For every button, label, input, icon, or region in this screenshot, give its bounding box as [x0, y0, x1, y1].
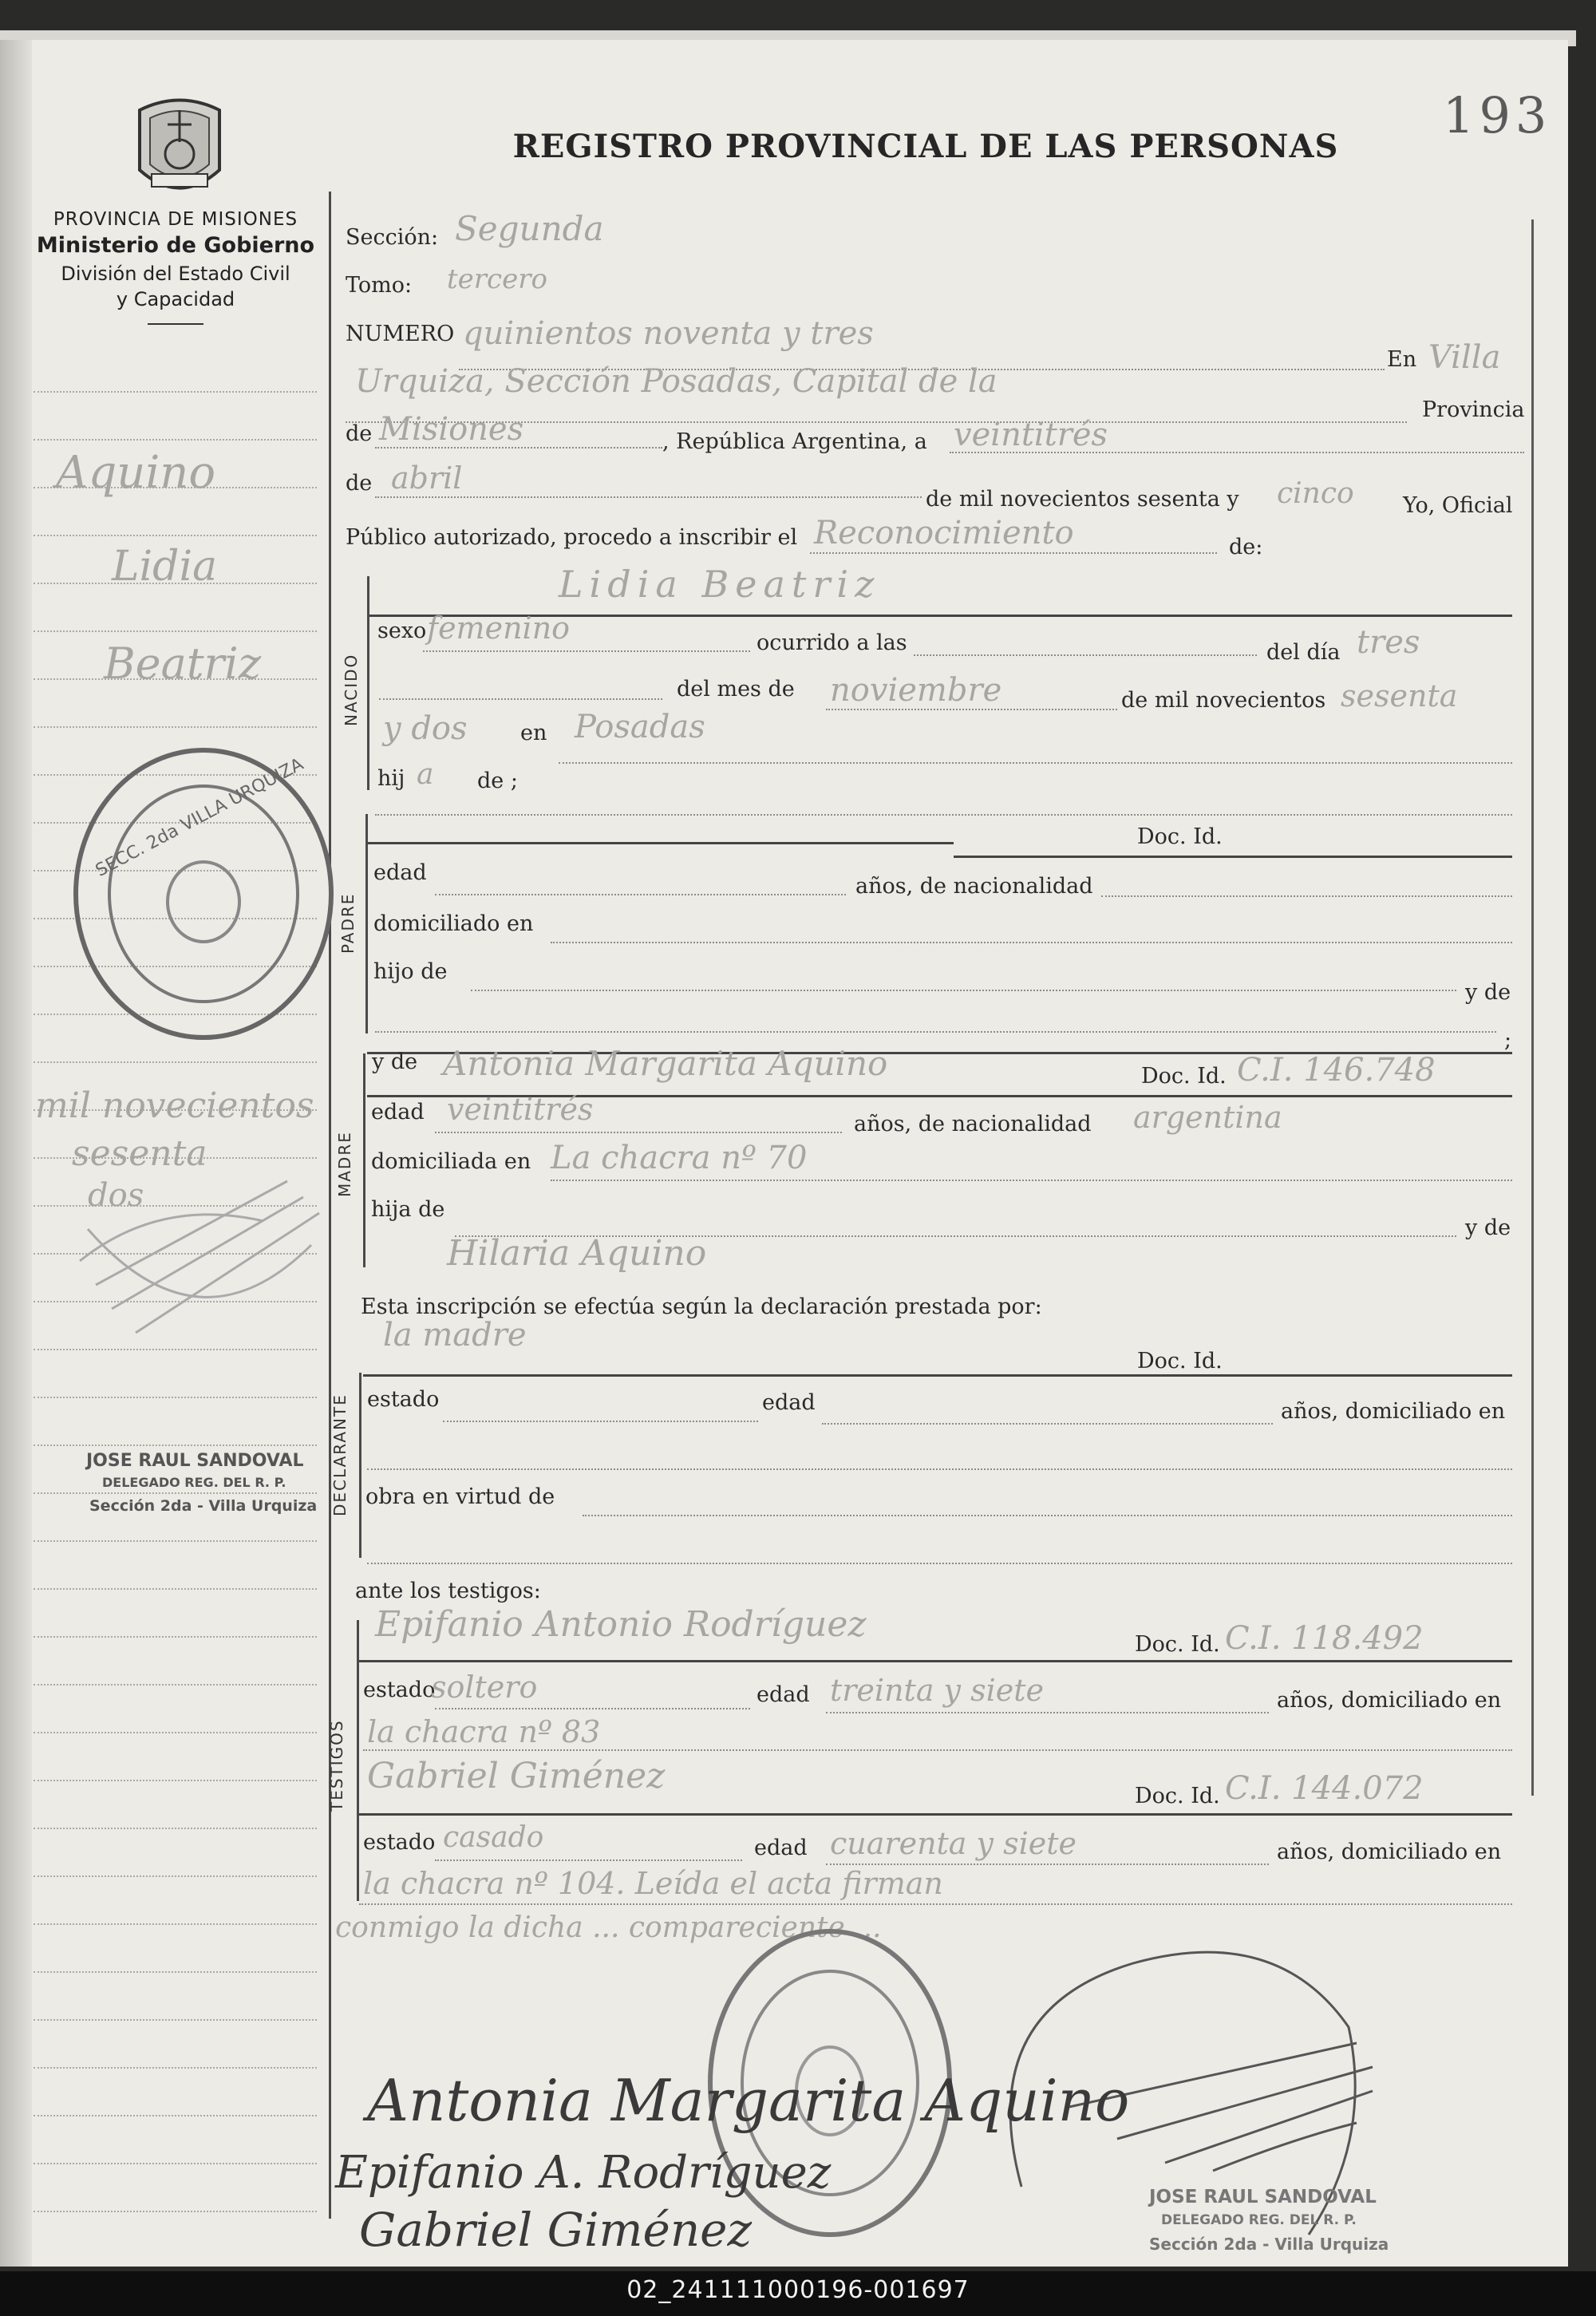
label-madre-nacionalidad: años, de nacionalidad	[854, 1112, 1092, 1136]
rule-declarante-edad	[822, 1423, 1273, 1425]
label-t1-doc: Doc. Id.	[1135, 1632, 1220, 1657]
label-mil-novecientos: de mil novecientos	[1121, 688, 1326, 713]
label-declarante-edad: edad	[762, 1390, 816, 1415]
issuer-block	[24, 209, 327, 325]
rule-obra-en-virtud	[583, 1515, 1512, 1516]
label-declarante-estado: estado	[367, 1387, 440, 1412]
value-seccion: Segunda	[455, 209, 604, 248]
rule-padre-domicilio	[551, 942, 1512, 943]
rule-mes	[375, 496, 922, 498]
label-esta-inscripcion: Esta inscripción se efectúa según la declaración prestada por:	[361, 1294, 1042, 1319]
rule-t1-estado	[435, 1708, 750, 1709]
label-t1-domicilio: años, domiciliado en	[1277, 1688, 1502, 1713]
label-de-colon: de:	[1229, 535, 1263, 559]
rule-t2-name	[359, 1813, 1512, 1816]
label-padre-edad: edad	[373, 860, 427, 885]
margin-rule	[34, 1588, 317, 1590]
label-madre-domicilio: domiciliada en	[371, 1149, 531, 1174]
rule-declarante-top	[363, 1374, 1512, 1377]
margin-rule	[34, 1636, 317, 1638]
rule-ocurrido	[914, 654, 1257, 656]
division-name: División del Estado Civil	[61, 263, 290, 285]
rule-padre-y-de	[375, 1031, 1496, 1033]
label-t2-edad: edad	[754, 1836, 808, 1860]
label-numero: NUMERO	[346, 322, 455, 346]
rule-padre-nacionalidad	[1101, 895, 1512, 897]
value-acto: Reconocimiento	[814, 515, 1074, 551]
label-madre-y-de: y de	[372, 1049, 418, 1074]
margin-note-2: Lidia	[112, 543, 218, 591]
rule-t2-domicilio	[359, 1903, 1512, 1905]
value-madre-hija-de: Hilaria Aquino	[447, 1233, 707, 1274]
label-declarante-domicilio: años, domiciliado en	[1281, 1399, 1506, 1424]
margin-note-6: dos	[88, 1177, 144, 1214]
left-registry-stamp	[64, 742, 343, 1045]
value-lugar: Posadas	[575, 709, 705, 745]
value-sexo: femenino	[427, 611, 571, 646]
section-padre-bar	[365, 814, 368, 1034]
label-padre-doc: Doc. Id.	[1137, 824, 1223, 849]
value-anio: cinco	[1277, 477, 1354, 510]
value-t2-nombre: Gabriel Giménez	[367, 1756, 666, 1796]
label-obra-en-virtud: obra en virtud de	[365, 1484, 555, 1509]
rule-padre-edad	[435, 894, 846, 895]
label-provincia: Provincia	[1422, 397, 1525, 422]
label-ocurrido: ocurrido a las	[757, 630, 907, 655]
label-padre-domicilio: domiciliado en	[373, 911, 534, 936]
label-madre-doc: Doc. Id.	[1141, 1064, 1227, 1089]
margin-note-4: mil novecientos	[35, 1085, 314, 1126]
value-numero: quinientos noventa y tres	[463, 315, 874, 352]
value-provincia: Misiones	[379, 411, 524, 448]
binder-edge	[0, 40, 32, 2267]
label-publico: Público autorizado, procedo a inscribir el	[346, 525, 798, 550]
margin-rule	[34, 2115, 317, 2116]
value-madre-domicilio: La chacra nº 70	[551, 1140, 808, 1176]
left-signature-scribble	[64, 1149, 335, 1389]
stamp-inner-text: SECC. 2da VILLA URQUIZA	[92, 754, 307, 881]
section-declarante-bar	[359, 1373, 361, 1558]
label-t2-doc: Doc. Id.	[1135, 1784, 1220, 1808]
value-t1-edad: treinta y siete	[830, 1673, 1045, 1708]
label-padre-nacionalidad: años, de nacionalidad	[855, 874, 1093, 899]
label-del-mes: del mes de	[677, 677, 795, 702]
ministry-name: Ministerio de Gobierno	[36, 233, 315, 258]
margin-rule	[34, 726, 317, 728]
margin-rule	[34, 2211, 317, 2212]
rule-declarante-end	[367, 1563, 1512, 1564]
margin-rule	[34, 1828, 317, 1829]
left-delegate-section: Sección 2da - Villa Urquiza	[89, 1497, 318, 1515]
value-madre-nombre: Antonia Margarita Aquino	[443, 1044, 888, 1083]
rule-madre-domicilio	[551, 1180, 1512, 1181]
value-place: Urquiza, Sección Posadas, Capital de la	[355, 363, 998, 400]
rule-madre-edad	[435, 1132, 842, 1133]
left-delegate-role: DELEGADO REG. DEL R. P.	[102, 1475, 286, 1490]
margin-rule	[34, 1732, 317, 1733]
value-nombre: Lidia Beatriz	[559, 563, 881, 606]
page-number: 193	[1443, 86, 1552, 144]
rule-declarante-estado	[443, 1421, 758, 1422]
label-t2-estado: estado	[363, 1830, 436, 1855]
margin-rule	[34, 1445, 317, 1446]
margin-rule	[34, 391, 317, 393]
value-hij-suffix: a	[417, 758, 434, 791]
margin-rule	[34, 2067, 317, 2069]
margin-rule	[34, 1780, 317, 1781]
value-anio-nac-2: y dos	[383, 710, 468, 747]
label-madre-y-de-2: y de	[1465, 1215, 1511, 1240]
section-madre-bar	[363, 1053, 365, 1267]
rule-t2-estado	[435, 1860, 742, 1861]
value-en: Villa	[1428, 339, 1501, 376]
margin-rule	[34, 1540, 317, 1542]
value-t2-estado: casado	[443, 1821, 544, 1854]
margin-note-5: sesenta	[72, 1133, 207, 1174]
value-t2-edad: cuarenta y siete	[830, 1826, 1077, 1861]
rule-padre-hijo	[471, 990, 1456, 991]
label-mil-novecientos-sesenta: de mil novecientos sesenta y	[926, 487, 1239, 512]
label-t2-domicilio: años, domiciliado en	[1277, 1840, 1502, 1864]
value-tomo: tercero	[447, 263, 547, 295]
section-nacido-bar	[367, 576, 369, 790]
margin-rule	[34, 1971, 317, 1973]
label-t1-edad: edad	[757, 1682, 810, 1707]
section-label-madre: MADRE	[335, 1131, 354, 1197]
value-t2-doc: C.I. 144.072	[1225, 1770, 1424, 1807]
value-mes: abril	[391, 460, 463, 496]
margin-rule	[34, 1684, 317, 1686]
label-de: de	[346, 421, 373, 446]
rule-declarante-domicilio	[367, 1468, 1512, 1470]
bottom-delegate-role: DELEGADO REG. DEL R. P.	[1161, 2212, 1357, 2228]
margin-rule	[34, 1397, 317, 1398]
label-yo-oficial: Yo, Oficial	[1403, 493, 1513, 518]
value-madre-edad: veintitrés	[447, 1092, 594, 1127]
signature-mother: Antonia Margarita Aquino	[367, 2067, 1130, 2134]
section-label-declarante: DECLARANTE	[330, 1393, 350, 1516]
signature-witness-2: Gabriel Giménez	[359, 2203, 753, 2257]
rule-t2-edad	[826, 1863, 1269, 1865]
rule-padre-doc	[954, 856, 1512, 858]
value-del-dia: tres	[1357, 624, 1420, 661]
label-madre-edad: edad	[371, 1100, 425, 1124]
section-label-nacido: NACIDO	[342, 653, 361, 726]
label-sexo: sexo	[377, 619, 427, 643]
value-anio-nac: sesenta	[1341, 678, 1458, 713]
rule-t1-edad	[826, 1712, 1269, 1713]
label-madre-hija: hija de	[371, 1197, 445, 1222]
rule-hij	[375, 814, 1512, 816]
value-mes-nac: noviembre	[830, 672, 1002, 709]
value-madre-nacionalidad: argentina	[1133, 1100, 1282, 1135]
section-label-testigos: TESTIGOS	[327, 1719, 346, 1812]
label-ante-testigos: ante los testigos:	[355, 1579, 541, 1603]
rule-acto	[810, 552, 1217, 554]
label-t1-estado: estado	[363, 1678, 436, 1702]
signature-witness-1: Epifanio A. Rodríguez	[335, 2147, 832, 2199]
value-t1-nombre: Epifanio Antonio Rodríguez	[375, 1604, 867, 1645]
margin-rule	[34, 1492, 317, 1494]
margin-rule	[34, 2163, 317, 2164]
document-title: REGISTRO PROVINCIAL DE LAS PERSONAS	[512, 128, 1339, 165]
label-de-2: de	[346, 471, 373, 496]
rule-t1-name	[359, 1660, 1512, 1662]
label-del-dia: del día	[1266, 640, 1341, 665]
value-t2-domicilio: la chacra nº 104. Leída el acta firman	[363, 1866, 943, 1901]
left-delegate-name: JOSE RAUL SANDOVAL	[86, 1451, 304, 1471]
value-t1-doc: C.I. 118.492	[1225, 1620, 1424, 1657]
label-padre-hijo: hijo de	[373, 959, 448, 984]
margin-rule	[34, 439, 317, 441]
label-padre-y-de: y de	[1465, 980, 1511, 1005]
margin-rule	[34, 2019, 317, 2021]
label-padre-semicolon: ;	[1504, 1028, 1512, 1053]
bottom-delegate-name: JOSE RAUL SANDOVAL	[1149, 2187, 1377, 2207]
rule-lugar	[559, 762, 1512, 764]
right-border	[1531, 219, 1534, 1796]
margin-rule	[34, 535, 317, 536]
margin-note-3: Beatriz	[104, 638, 262, 689]
rule-padre-name	[367, 842, 954, 844]
rule-t1-domicilio	[363, 1749, 1512, 1751]
bottom-delegate-section: Sección 2da - Villa Urquiza	[1149, 2235, 1389, 2254]
label-en: En	[1387, 347, 1417, 372]
value-closing: conmigo la dicha ... compareciente ...	[335, 1911, 882, 1944]
label-de-semicolon: de ;	[477, 769, 518, 793]
label-republica: , República Argentina, a	[662, 429, 927, 454]
label-declarante-doc: Doc. Id.	[1137, 1349, 1223, 1373]
value-madre-doc: C.I. 146.748	[1237, 1052, 1436, 1089]
value-dia: veintitrés	[954, 417, 1108, 453]
label-seccion: Sección:	[346, 225, 439, 250]
margin-rule	[34, 1061, 317, 1063]
provincial-emblem	[128, 94, 231, 206]
value-t1-domicilio: la chacra nº 83	[367, 1714, 601, 1749]
value-declarante: la madre	[383, 1317, 527, 1354]
rule-mes-nac	[826, 709, 1117, 710]
label-tomo: Tomo:	[346, 273, 413, 298]
footer-filename: 02_241111000196-001697	[626, 2276, 970, 2304]
label-en-nacido: en	[520, 721, 547, 745]
margin-rule	[34, 1875, 317, 1877]
label-hij: hij	[377, 766, 405, 791]
division-name-2: y Capacidad	[116, 288, 235, 310]
value-t1-estado: soltero	[431, 1670, 538, 1705]
province-name: PROVINCIA DE MISIONES	[53, 209, 298, 230]
margin-rule	[34, 630, 317, 632]
rule-nacido-2a	[379, 698, 662, 700]
rule-provincia	[375, 447, 662, 449]
rule-sexo	[423, 650, 750, 652]
section-label-padre: PADRE	[338, 892, 358, 954]
header-divider	[148, 323, 203, 325]
margin-note-1: Aquino	[56, 447, 216, 499]
rule-dia	[950, 452, 1524, 453]
margin-rule	[34, 1923, 317, 1925]
